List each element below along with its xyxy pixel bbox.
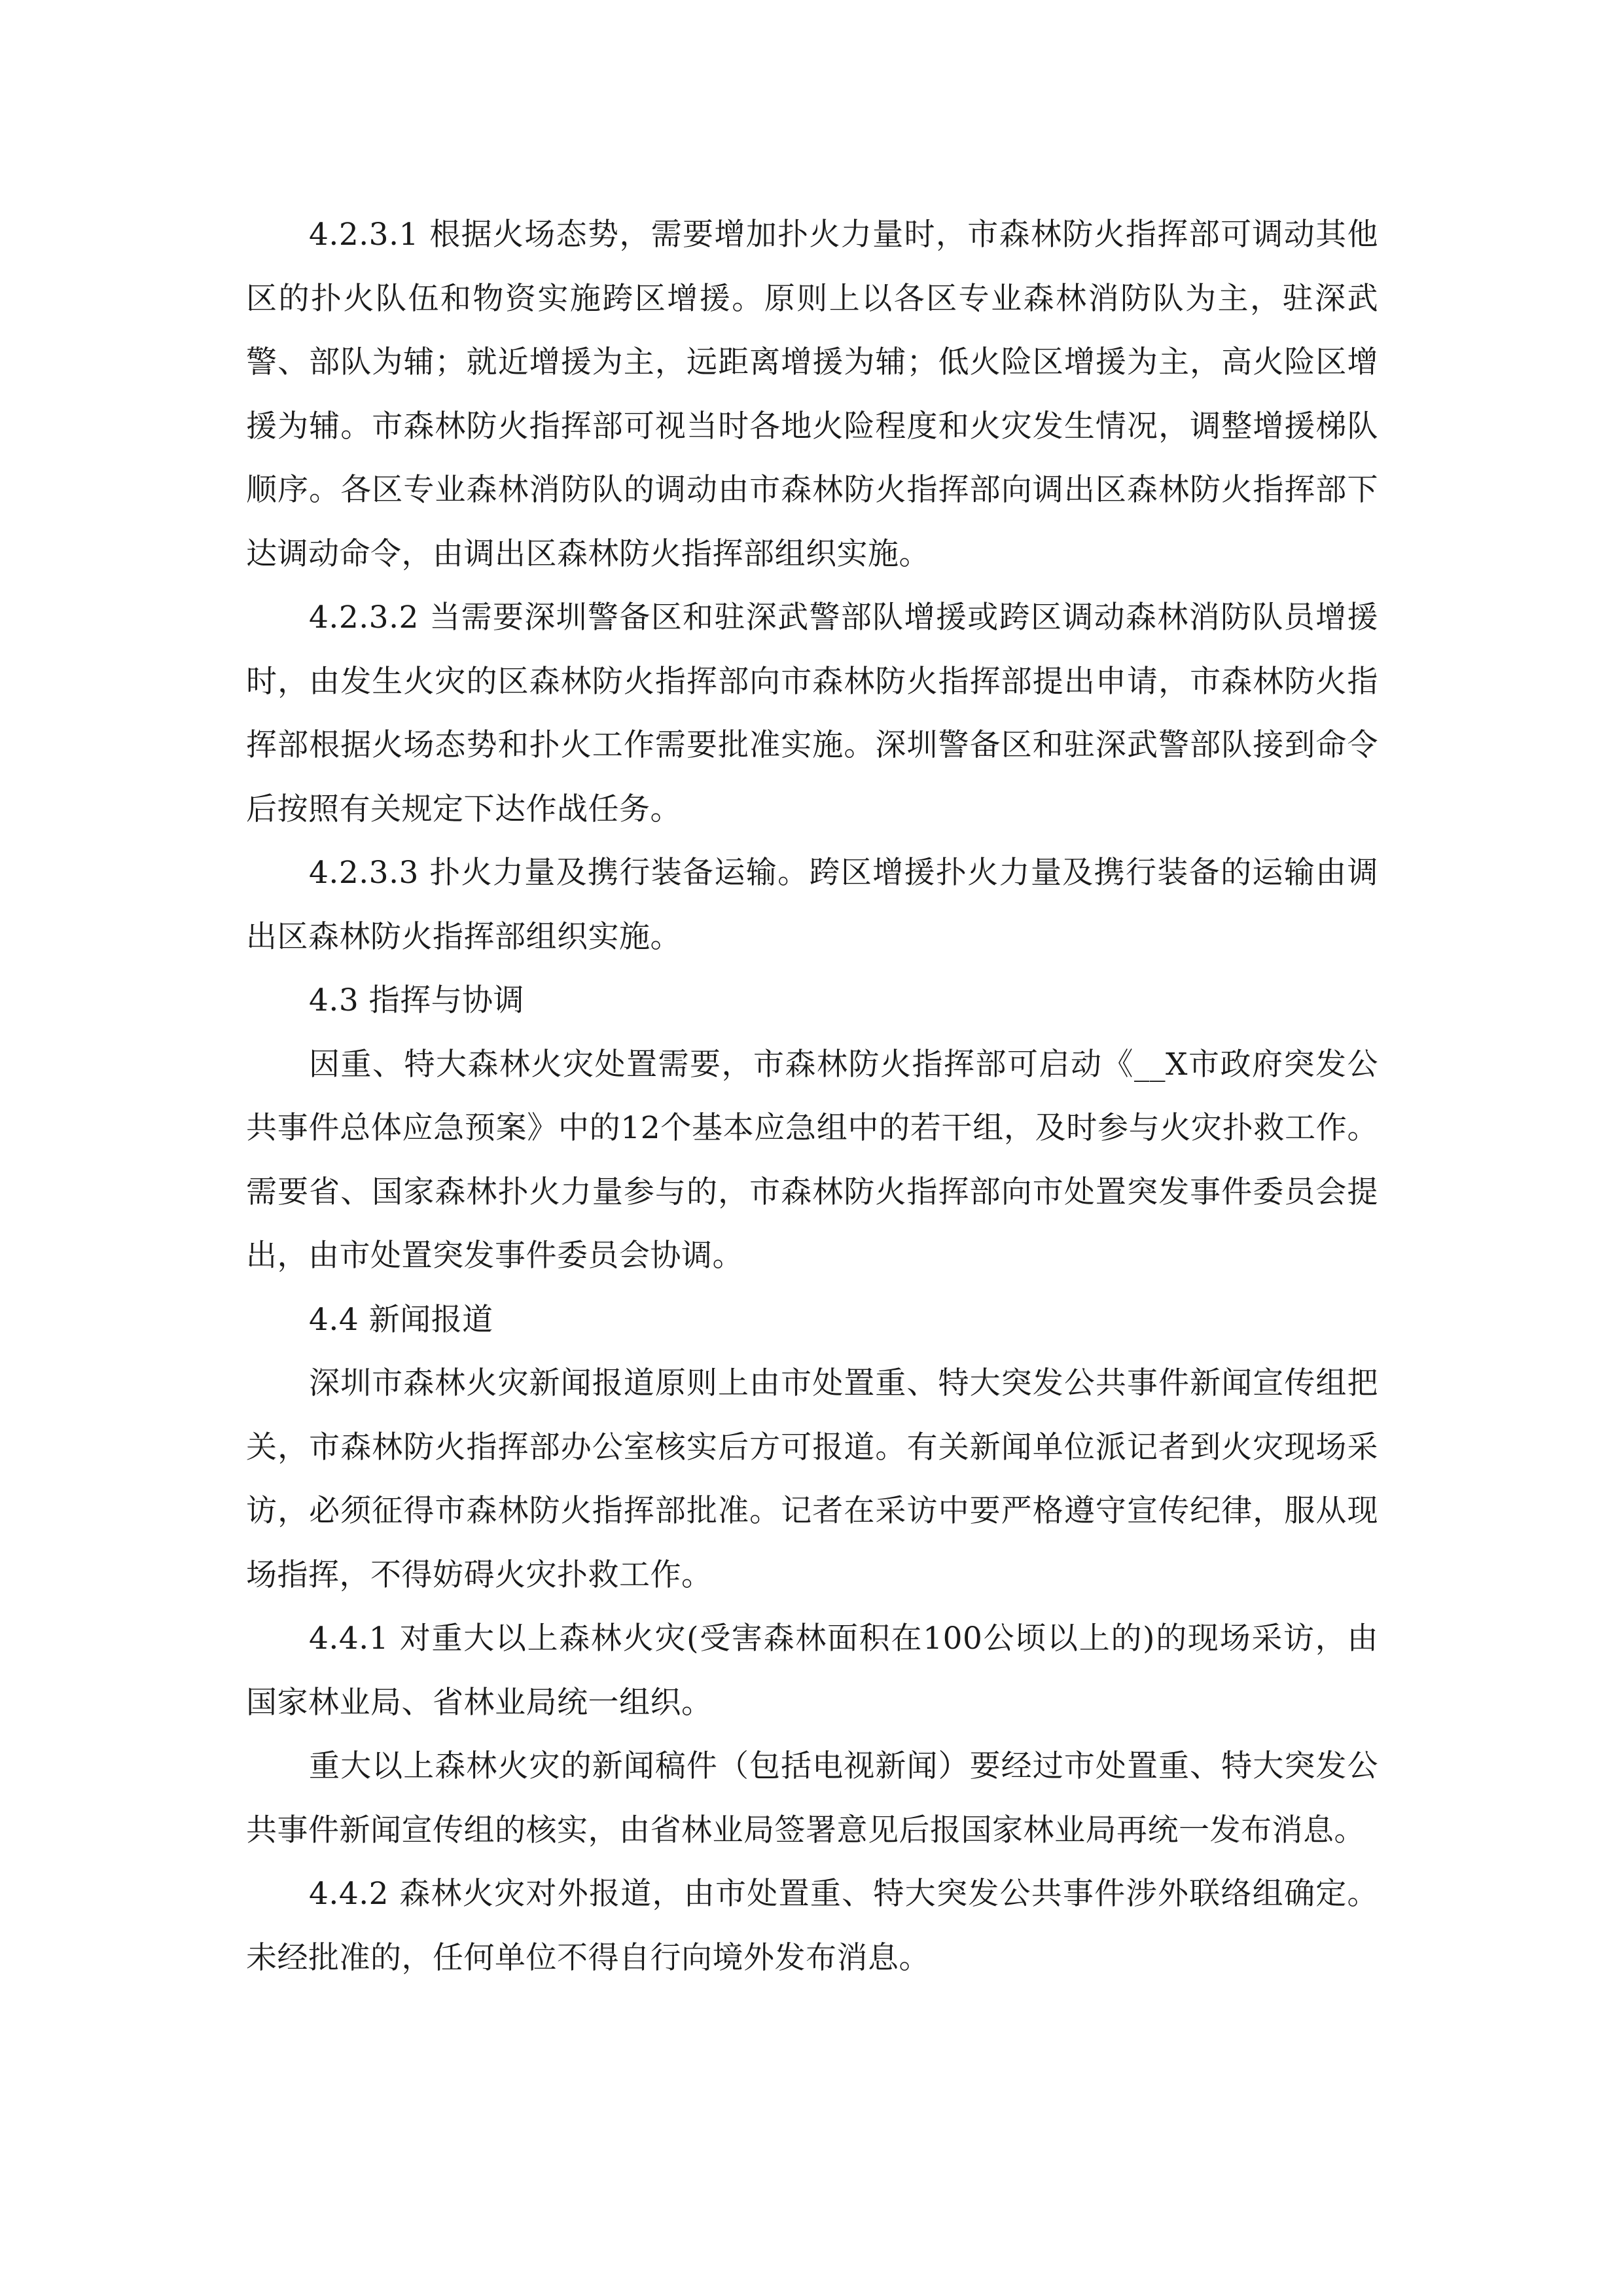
document-body (246, 203, 1378, 1990)
paragraph-news-reporting: 深圳市森林火灾新闻报道原则上由市处置重、特大突发公共事件新闻宣传组把关，市森林防火指挥部办公室核实后方可报道。有关新闻单位派记者到火灾现场采访，必须征得市森林防火指挥部批准。记者在采访中要严格遵守宣传纪律，服从现场指挥，不得妨碍火灾扑救工作。 (246, 1365, 1378, 1593)
paragraph-4-4-2: 4.4.2 森林火灾对外报道，由市处置重、特大突发公共事件涉外联络组确定。未经批准的，任何单位不得自行向境外发布消息。 (246, 1876, 1378, 1976)
heading-4-3: 4.3 指挥与协调 (309, 982, 525, 1018)
paragraph-4-2-3-3: 4.2.3.3 扑火力量及携行装备运输。跨区增援扑火力量及携行装备的运输由调出区森林防火指挥部组织实施。 (246, 855, 1378, 955)
paragraph-4-4-1: 4.4.1 对重大以上森林火灾(受害森林面积在100公顷以上的)的现场采访，由国家林业局、省林业局统一组织。 (246, 1621, 1378, 1721)
paragraph-4-2-3-2: 4.2.3.2 当需要深圳警备区和驻深武警部队增援或跨区调动森林消防队员增援时，由发生火灾的区森林防火指挥部向市森林防火指挥部提出申请，市森林防火指挥部根据火场态势和扑火工作需要批准实施。深圳警备区和驻深武警部队接到命令后按照有关规定下达作战任务。 (246, 600, 1378, 827)
heading-4-4: 4.4 新闻报道 (309, 1301, 493, 1338)
paragraph-4-2-3-1: 4.2.3.1 根据火场态势，需要增加扑火力量时，市森林防火指挥部可调动其他区的扑火队伍和物资实施跨区增援。原则上以各区专业森林消防队为主，驻深武警、部队为辅；就近增援为主，远距离增援为辅；低火险区增援为主，高火险区增援为辅。市森林防火指挥部可视当时各地火险程度和火灾发生情况，调整增援梯队顺序。各区专业森林消防队的调动由市森林防火指挥部向调出区森林防火指挥部下达调动命令，由调出区森林防火指挥部组织实施。 (246, 217, 1378, 572)
paragraph-news-manuscripts: 重大以上森林火灾的新闻稿件（包括电视新闻）要经过市处置重、特大突发公共事件新闻宣传组的核实，由省林业局签署意见后报国家林业局再统一发布消息。 (246, 1748, 1378, 1848)
paragraph-command-coordination: 因重、特大森林火灾处置需要，市森林防火指挥部可启动《__X市政府突发公共事件总体应急预案》中的12个基本应急组中的若干组，及时参与火灾扑救工作。需要省、国家森林扑火力量参与的，市森林防火指挥部向市处置突发事件委员会提出，由市处置突发事件委员会协调。 (246, 1046, 1378, 1274)
